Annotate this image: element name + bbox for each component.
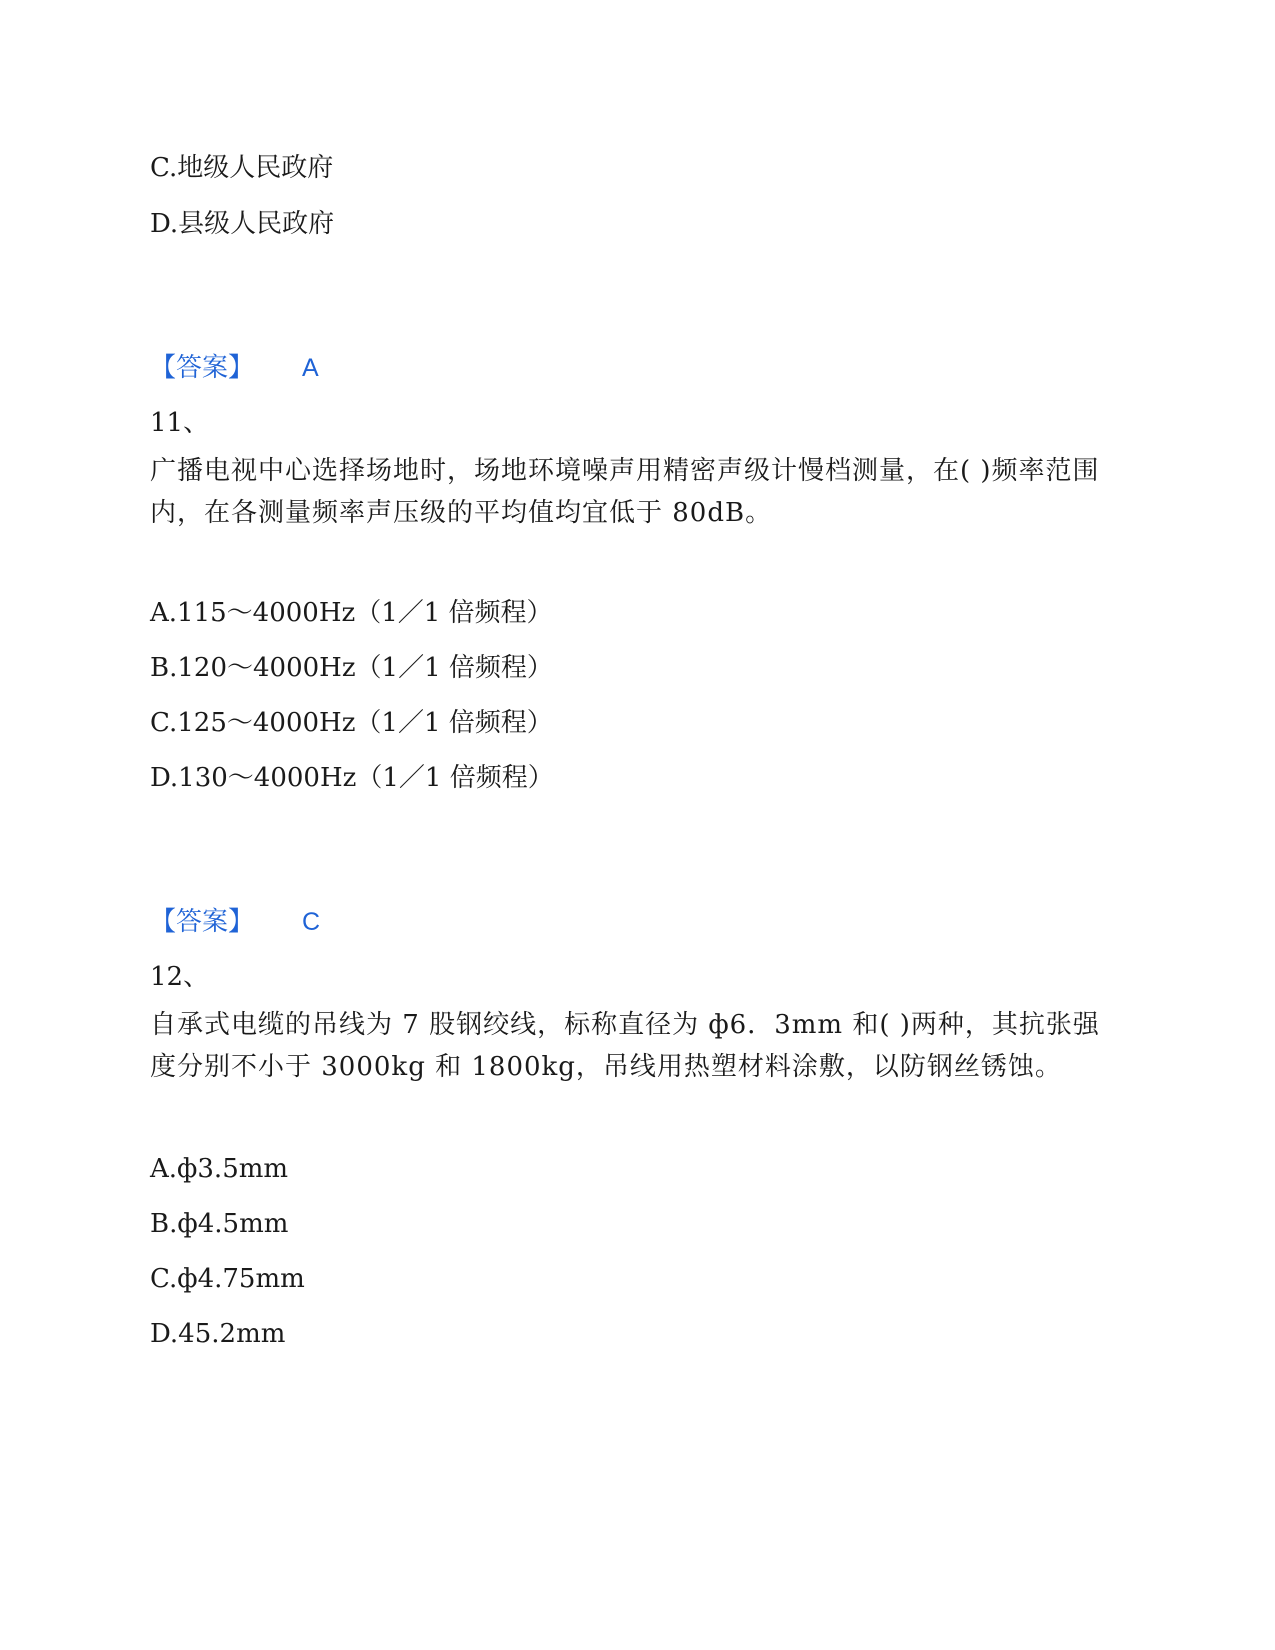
answer-label: 【答案】 xyxy=(150,907,255,937)
prev-answer xyxy=(150,352,319,384)
answer-value: C xyxy=(302,908,321,936)
question-11-option-a: A.115～4000Hz（1／1 倍频程） xyxy=(150,598,553,628)
question-11-option-d: D.130～4000Hz（1／1 倍频程） xyxy=(150,763,554,793)
question-11-option-c: C.125～4000Hz（1／1 倍频程） xyxy=(150,708,553,738)
question-12-number: 12、 xyxy=(150,962,210,992)
question-12-stem: 自承式电缆的吊线为 7 股钢绞线，标称直径为 ф6．3mm 和( )两种，其抗张强度分别不小于 3000kg 和 1800kg，吊线用热塑材料涂敷，以防钢丝锈蚀。 xyxy=(150,1010,1100,1082)
question-12-option-b: B.ф4.5mm xyxy=(150,1209,289,1239)
answer-label: 【答案】 xyxy=(150,353,255,383)
question-12-option-c: C.ф4.75mm xyxy=(150,1264,305,1294)
answer-value: A xyxy=(302,354,319,382)
question-11-number: 11、 xyxy=(150,408,210,438)
question-12-option-a: A.ф3.5mm xyxy=(150,1154,289,1184)
question-12-option-d: D.45.2mm xyxy=(150,1319,286,1349)
question-11-option-b: B.120～4000Hz（1／1 倍频程） xyxy=(150,653,553,683)
question-11-answer xyxy=(150,906,320,938)
prev-option-c: C.地级人民政府 xyxy=(150,153,334,183)
prev-option-d: D.县级人民政府 xyxy=(150,209,335,239)
question-11-stem: 广播电视中心选择场地时，场地环境噪声用精密声级计慢档测量，在( )频率范围内，在各测量频率声压级的平均值均宜低于 80dB。 xyxy=(150,456,1100,528)
